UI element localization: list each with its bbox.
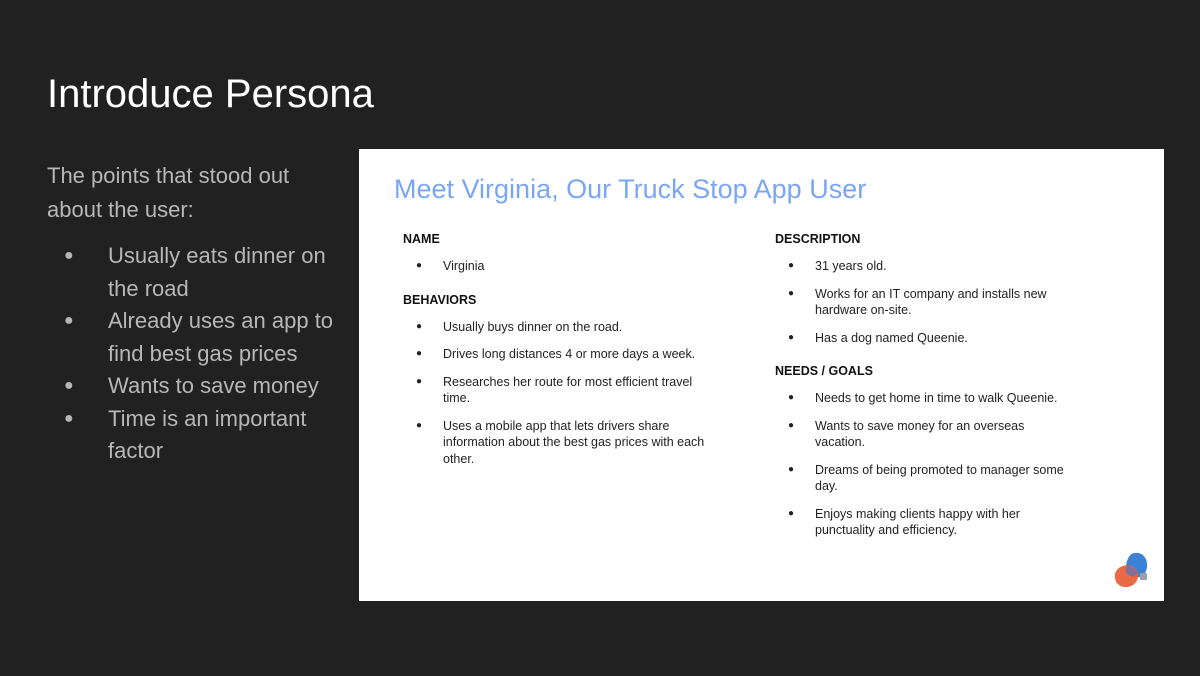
- list-item: [403, 346, 708, 363]
- list-item-text: Usually buys dinner on the road.: [443, 319, 623, 334]
- list-item: [775, 418, 1075, 451]
- list-item: [403, 418, 708, 468]
- overlapping-blobs-logo-icon: [1113, 550, 1149, 590]
- key-points-list: [47, 240, 347, 468]
- list-item-text: Works for an IT company and installs new hardware on-site.: [815, 286, 1047, 317]
- list-item-text: Dreams of being promoted to manager some day.: [815, 462, 1064, 493]
- persona-card: [359, 149, 1164, 601]
- list-item-text: Drives long distances 4 or more days a week.: [443, 347, 696, 361]
- list-item: [775, 258, 1075, 275]
- list-item: [403, 374, 708, 407]
- bullet-icon: ●: [788, 260, 795, 271]
- bullet-icon: ●: [416, 260, 423, 271]
- persona-card-title: Meet Virginia, Our Truck Stop App User: [394, 174, 867, 204]
- key-point: [47, 240, 347, 305]
- list-item-text: Wants to save money for an overseas vacation.: [815, 418, 1025, 449]
- key-point: [47, 305, 347, 370]
- bullet-icon: ●: [788, 463, 795, 475]
- name-heading: NAME: [403, 232, 440, 246]
- key-point-text: Wants to save money: [108, 373, 319, 398]
- bullet-icon: ●: [416, 348, 423, 359]
- list-item: [775, 506, 1075, 539]
- list-item-text: Virginia: [443, 259, 485, 273]
- name-list: [403, 258, 723, 275]
- bullet-icon: ●: [788, 392, 795, 403]
- bullet-icon: ●: [788, 507, 795, 519]
- bullet-icon: ●: [64, 377, 74, 394]
- bullet-icon: ●: [64, 312, 74, 329]
- list-item: [403, 319, 708, 336]
- list-item-text: Researches her route for most efficient travel time.: [443, 374, 693, 405]
- bullet-icon: ●: [416, 375, 423, 387]
- key-point-text: Usually eats dinner on the road: [108, 243, 326, 301]
- description-heading: DESCRIPTION: [775, 232, 861, 246]
- persona-left-column: [403, 231, 723, 467]
- intro-block: [47, 159, 347, 468]
- bullet-icon: ●: [788, 419, 795, 431]
- list-item-text: Uses a mobile app that lets drivers share information about the best gas prices with each other.: [443, 418, 705, 466]
- key-point-text: Time is an important factor: [108, 405, 307, 463]
- persona-right-column: [775, 231, 1095, 539]
- bullet-icon: ●: [788, 287, 795, 299]
- description-list: [775, 258, 1075, 346]
- list-item: [775, 286, 1075, 319]
- list-item: [775, 462, 1075, 495]
- needs-goals-heading: NEEDS / GOALS: [775, 364, 873, 378]
- bullet-icon: ●: [64, 247, 74, 264]
- list-item-text: Needs to get home in time to walk Queenie.: [815, 391, 1058, 405]
- key-point: [47, 370, 347, 403]
- list-item-text: 31 years old.: [815, 259, 887, 273]
- list-item: [403, 258, 723, 275]
- behaviors-heading: BEHAVIORS: [403, 292, 477, 307]
- bullet-icon: ●: [416, 320, 423, 332]
- bullet-icon: ●: [416, 419, 423, 431]
- intro-text: The points that stood out about the user:: [47, 163, 290, 222]
- bullet-icon: ●: [788, 331, 795, 343]
- bullet-icon: ●: [64, 409, 74, 427]
- list-item: [775, 390, 1075, 407]
- key-point: [47, 403, 347, 468]
- list-item-text: Has a dog named Queenie.: [815, 330, 968, 345]
- slide-title: Introduce Persona: [47, 72, 374, 116]
- key-point-text: Already uses an app to find best gas prices: [108, 308, 334, 366]
- behaviors-list: [403, 319, 708, 468]
- list-item-text: Enjoys making clients happy with her punctuality and efficiency.: [815, 506, 1020, 537]
- list-item: [775, 330, 1075, 347]
- needs-goals-list: [775, 390, 1075, 539]
